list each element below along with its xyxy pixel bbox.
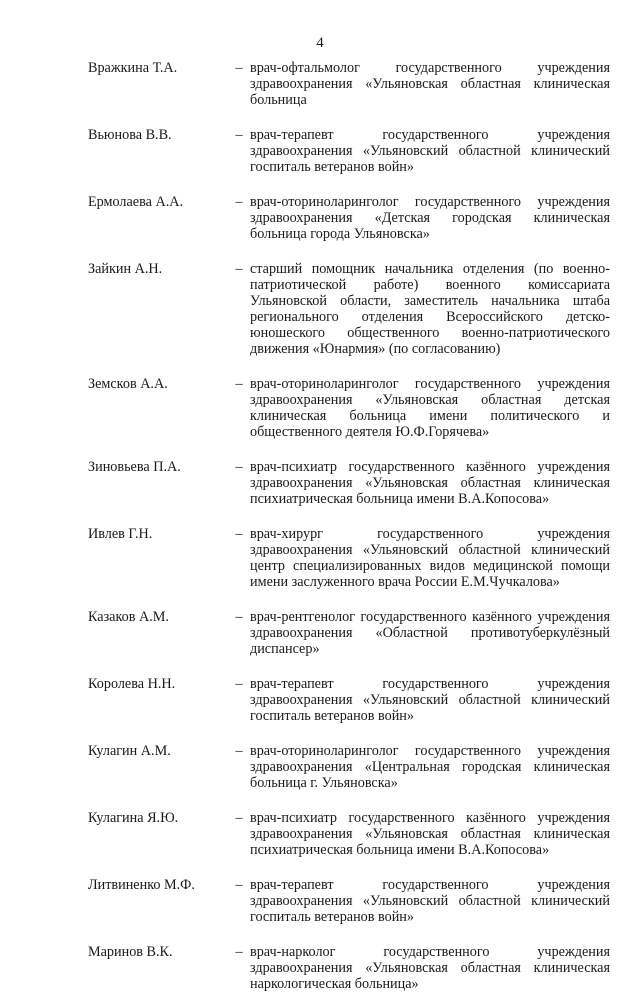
dash-separator: – [235,877,243,893]
dash-separator: – [235,194,243,210]
dash-separator: – [235,609,243,625]
list-item [88,877,610,925]
person-position: врач-хирург государственного учреждения здравоохранения «Ульяновский областной клинический центр специализированных видов медицинской помощи имени заслуженного врача России Е.М.Чучкалова» [250,526,610,590]
person-name: Зайкин А.Н. [88,261,163,277]
person-position: врач-оториноларинголог государственного учреждения здравоохранения «Центральная городская клиническая больница г. Ульяновска» [250,743,610,791]
dash-separator: – [235,459,243,475]
list-item [88,127,610,175]
person-name: Зиновьева П.А. [88,459,181,475]
dash-separator: – [235,60,243,76]
person-position: врач-офтальмолог государственного учреждения здравоохранения «Ульяновская областная клиническая больница [250,60,610,108]
person-name: Литвиненко М.Ф. [88,877,195,893]
list-item [88,810,610,858]
list-item [88,459,610,507]
list-item [88,526,610,590]
page-number: 4 [316,35,324,51]
dash-separator: – [235,944,243,960]
dash-separator: – [235,676,243,692]
dash-separator: – [235,376,243,392]
person-name: Кулагин А.М. [88,743,171,759]
person-name: Ермолаева А.А. [88,194,184,210]
person-name: Казаков А.М. [88,609,169,625]
person-name: Вьюнова В.В. [88,127,172,143]
person-name: Земсков А.А. [88,376,168,392]
list-item [88,376,610,440]
person-position: врач-психиатр государственного казённого учреждения здравоохранения «Ульяновская областная клиническая психиатрическая больница имени В.А.Копосова» [250,810,610,858]
list-item [88,944,610,992]
person-position: старший помощник начальника отделения (по военно-патриотической работе) военного комиссариата Ульяновской области, заместитель начальника штаба регионального отделения Всероссийского детско-юношеского общественного военно-патриотического движения «Юнармия» (по согласованию) [250,261,610,357]
person-name: Маринов В.К. [88,944,173,960]
person-name: Вражкина Т.А. [88,60,178,76]
list-item [88,194,610,242]
person-position: врач-психиатр государственного казённого учреждения здравоохранения «Ульяновская областная клиническая психиатрическая больница имени В.А.Копосова» [250,459,610,507]
list-item [88,60,610,108]
dash-separator: – [235,810,243,826]
list-item [88,676,610,724]
member-list [88,60,610,992]
dash-separator: – [235,526,243,542]
person-name: Кулагина Я.Ю. [88,810,179,826]
person-position: врач-терапевт государственного учреждения здравоохранения «Ульяновский областной клинический госпиталь ветеранов войн» [250,676,610,724]
person-position: врач-терапевт государственного учреждения здравоохранения «Ульяновский областной клинический госпиталь ветеранов войн» [250,877,610,925]
person-position: врач-рентгенолог государственного казённого учреждения здравоохранения «Областной противотуберкулёзный диспансер» [250,609,610,657]
dash-separator: – [235,261,243,277]
dash-separator: – [235,127,243,143]
person-position: врач-оториноларинголог государственного учреждения здравоохранения «Детская городская клиническая больница города Ульяновска» [250,194,610,242]
list-item [88,261,610,357]
list-item [88,609,610,657]
person-position: врач-оториноларинголог государственного учреждения здравоохранения «Ульяновская областная детская клиническая больница имени политического и общественного деятеля Ю.Ф.Горячева» [250,376,610,440]
person-name: Ивлев Г.Н. [88,526,153,542]
list-item [88,743,610,791]
person-name: Королева Н.Н. [88,676,176,692]
person-position: врач-терапевт государственного учреждения здравоохранения «Ульяновский областной клинический госпиталь ветеранов войн» [250,127,610,175]
person-position: врач-нарколог государственного учреждения здравоохранения «Ульяновская областная клиническая наркологическая больница» [250,944,610,992]
dash-separator: – [235,743,243,759]
